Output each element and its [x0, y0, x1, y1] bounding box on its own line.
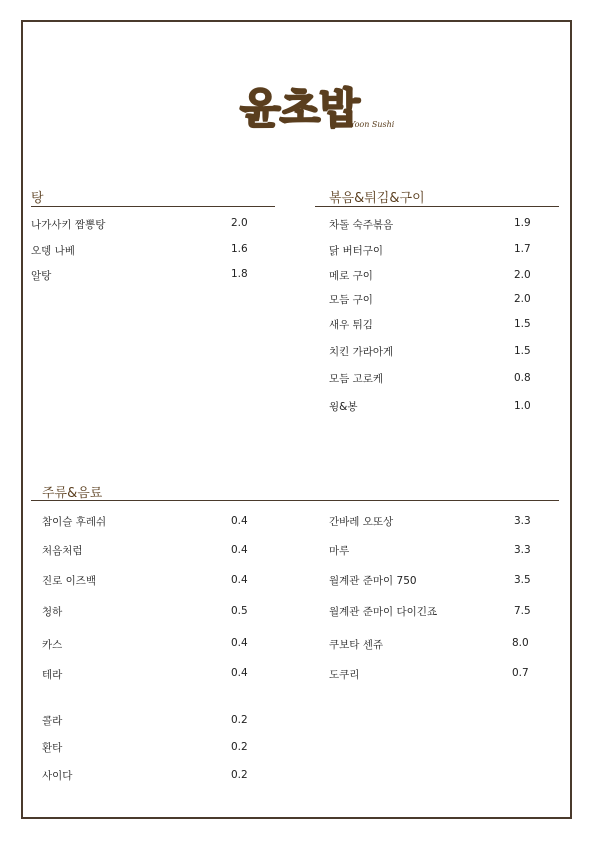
menu-item-name: 메로 구이: [329, 270, 373, 282]
menu-item-name: 참이슬 후레쉬: [42, 516, 107, 528]
menu-item-name: 카스: [42, 639, 63, 651]
menu-item-price: 0.2: [231, 769, 248, 781]
menu-item-price: 2.0: [514, 293, 531, 305]
menu-item-price: 1.9: [514, 217, 531, 229]
menu-item-price: 1.0: [514, 400, 531, 412]
menu-item-price: 3.3: [514, 515, 531, 527]
menu-item-price: 0.4: [231, 637, 248, 649]
menu-item-name: 모듬 고로케: [329, 373, 384, 385]
menu-item-price: 0.8: [514, 372, 531, 384]
menu-item-price: 0.2: [231, 714, 248, 726]
menu-item-name: 진로 이즈백: [42, 575, 97, 587]
logo-title: 윤초밥: [240, 84, 359, 133]
menu-item-name: 알탕: [31, 270, 52, 282]
section-rule-bokkeum: [315, 206, 559, 207]
menu-item-name: 콜라: [42, 715, 63, 727]
menu-frame: [21, 20, 572, 819]
menu-item-price: 0.4: [231, 574, 248, 586]
menu-item-name: 처음처럼: [42, 545, 83, 557]
menu-item-name: 모듬 구이: [329, 294, 373, 306]
menu-item-name: 닭 버터구이: [329, 245, 384, 257]
menu-item-price: 1.7: [514, 243, 531, 255]
menu-item-name: 새우 튀김: [329, 319, 373, 331]
menu-item-price: 2.0: [514, 269, 531, 281]
logo-subtitle: Yoon Sushi: [350, 120, 395, 129]
menu-item-price: 0.4: [231, 544, 248, 556]
section-title-drinks: 주류&음료: [42, 486, 103, 501]
menu-item-price: 0.5: [231, 605, 248, 617]
menu-item-price: 1.6: [231, 243, 248, 255]
menu-item-name: 환타: [42, 742, 63, 754]
menu-item-price: 3.5: [514, 574, 531, 586]
menu-item-name: 윙&봉: [329, 401, 358, 413]
section-title-bokkeum: 볶음&튀김&구이: [329, 191, 425, 206]
menu-item-price: 7.5: [514, 605, 531, 617]
menu-item-name: 마루: [329, 545, 350, 557]
section-rule-tang: [31, 206, 275, 207]
menu-item-name: 간바레 오또상: [329, 516, 394, 528]
menu-item-name: 나가사키 짬뽕탕: [31, 219, 106, 231]
menu-item-name: 쿠보타 센쥬: [329, 639, 384, 651]
menu-item-name: 청하: [42, 606, 63, 618]
menu-item-price: 3.3: [514, 544, 531, 556]
menu-item-price: 0.2: [231, 741, 248, 753]
section-title-tang: 탕: [31, 191, 44, 206]
menu-item-name: 오뎅 나베: [31, 245, 75, 257]
menu-item-name: 차돌 숙주볶음: [329, 219, 394, 231]
menu-item-price: 0.4: [231, 515, 248, 527]
menu-item-price: 8.0: [512, 637, 529, 649]
menu-item-name: 치킨 가라아게: [329, 346, 394, 358]
menu-item-name: 도쿠리: [329, 669, 360, 681]
menu-item-name: 사이다: [42, 770, 73, 782]
menu-item-name: 월계관 준마이 750: [329, 575, 417, 587]
menu-item-price: 1.8: [231, 268, 248, 280]
menu-item-price: 2.0: [231, 217, 248, 229]
menu-item-price: 1.5: [514, 318, 531, 330]
section-rule-drinks: [31, 500, 559, 501]
menu-item-price: 1.5: [514, 345, 531, 357]
menu-item-price: 0.4: [231, 667, 248, 679]
menu-item-name: 월계관 준마이 다이긴죠: [329, 606, 438, 618]
menu-item-price: 0.7: [512, 667, 529, 679]
menu-item-name: 테라: [42, 669, 63, 681]
